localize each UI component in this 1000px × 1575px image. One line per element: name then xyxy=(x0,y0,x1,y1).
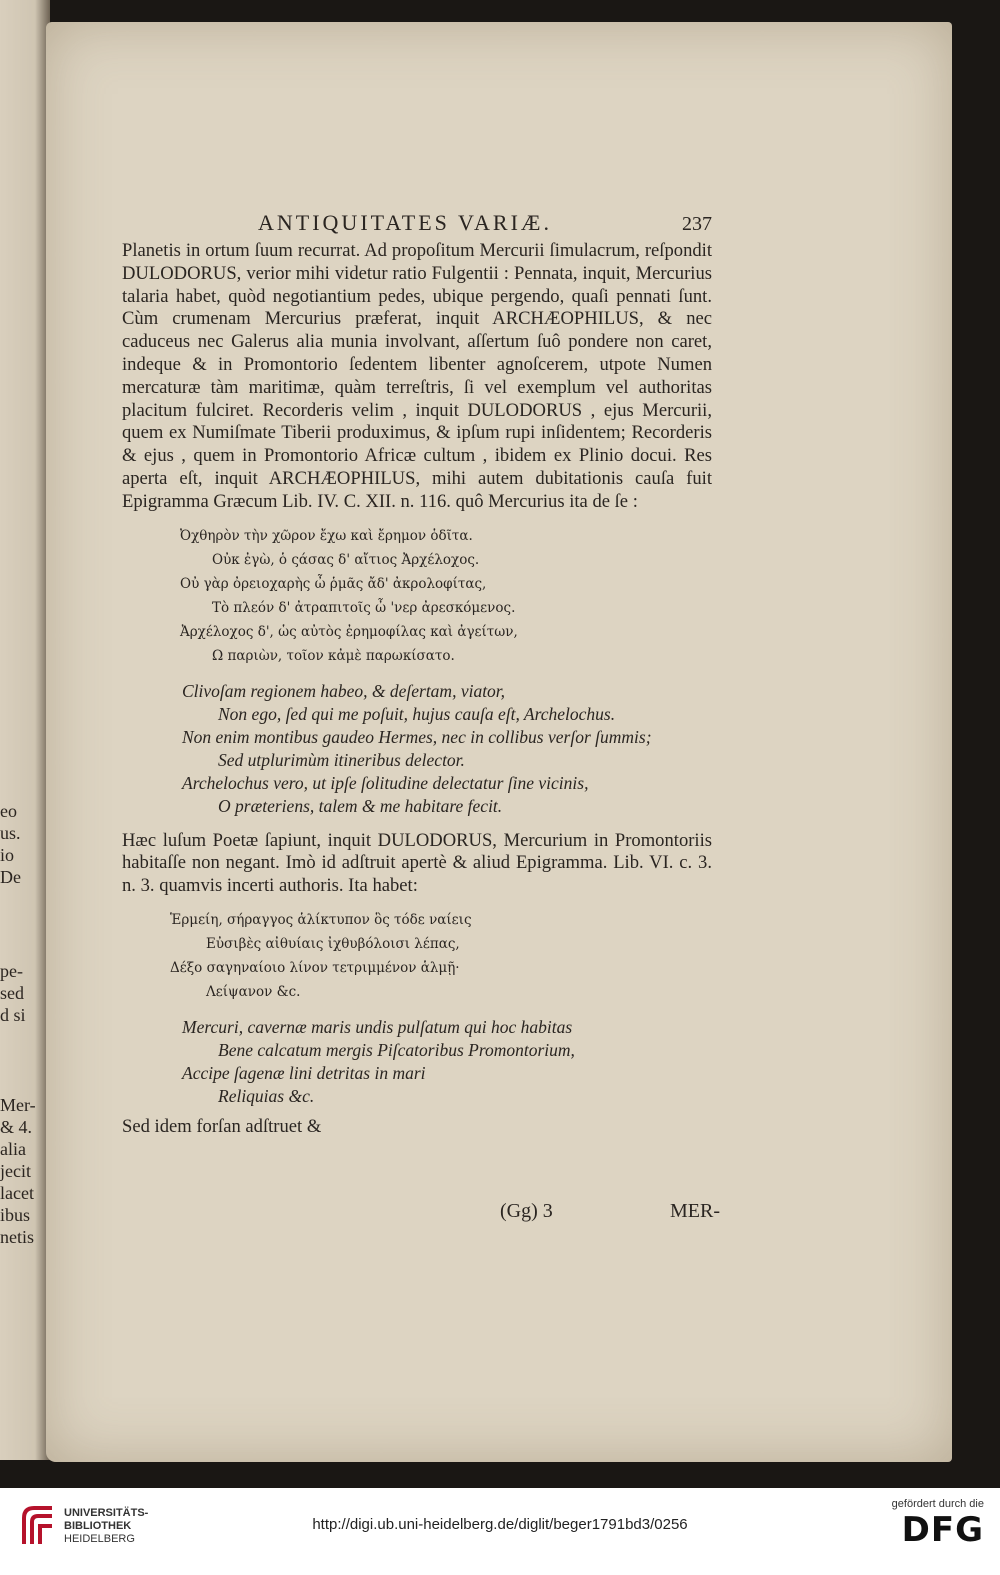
margin-fragment: pe- xyxy=(0,961,23,981)
margin-fragment: io xyxy=(0,845,15,865)
margin-fragment: & 4. xyxy=(0,1117,33,1137)
verse-line: Sed utplurimùm itineribus delector. xyxy=(218,749,465,770)
page-header xyxy=(122,210,712,236)
viewer-footer-bar xyxy=(0,1488,1000,1575)
margin-fragment: jecit xyxy=(0,1161,31,1181)
page-number: 237 xyxy=(682,213,712,235)
permalink-url[interactable]: http://digi.ub.uni-heidelberg.de/diglit/beger1791bd3/0256 xyxy=(312,1516,688,1533)
library-name-line: HEIDELBERG xyxy=(64,1532,135,1545)
sponsor-block xyxy=(892,1498,984,1550)
verse-line: Non enim montibus gaudeo Hermes, nec in collibus verſor ſummis; xyxy=(182,726,652,747)
dfg-logo[interactable]: DFG xyxy=(901,1510,984,1550)
verse-line: Δέξο σαγηναίοιο λίνον τετριμμένον ἁλμῇ· xyxy=(170,959,460,976)
latin-translation xyxy=(122,1016,712,1108)
page-content xyxy=(122,210,712,1157)
library-name-line: BIBLIOTHEK xyxy=(64,1519,132,1532)
page-footer xyxy=(500,1200,720,1223)
catchword: MER- xyxy=(670,1200,720,1222)
verse-line: Non ego, ſed qui me poſuit, hujus cauſa eſt, Archelochus. xyxy=(218,703,616,724)
margin-fragment: d si xyxy=(0,1005,26,1025)
greek-epigram xyxy=(122,908,712,1004)
body-paragraph: Planetis in ortum ſuum recurrat. Ad propoſitum Mercurii ſimulacrum, reſpondit DULODORUS, verior mihi videtur ratio Fulgentii : Pennata, inquit, Mercurius talaria habet, quòd negotiantium pedes, ubique pergendo, quaſi pennati ſunt. Cùm crumenam Mercurius præferat, inquit ARCHÆOPHILUS, & nec caduceus nec Galerus alia munia involvant, aſſertum ſuô pondere non caret, indeque & in Promontorio ſedentem libenter agnoſcerem, utpote Numen mercaturæ tàm maritimæ, quàm terreſtris, ſi vel exemplum vel authoritas placitum fulciret. Recorderis velim , inquit DULODORUS , ejus Mercurii, quem ex Numiſmate Tiberii produximus, & ipſum rupi inſidentem; Recorderis & ejus , quem in Promontorio Africæ cultum , ibidem ex Plinio docui. Res aperta eſt, inquit ARCHÆOPHILUS, mihi autem dubitationis cauſa fuit Epigramma Græcum Lib. IV. C. XII. n. 116. quô Mercurius ita de ſe : xyxy=(122,240,712,512)
library-name-line: UNIVERSITÄTS- xyxy=(64,1506,149,1519)
closing-line: Sed idem forſan adſtruet & xyxy=(122,1115,322,1137)
signature-mark: (Gg) 3 xyxy=(500,1200,553,1222)
latin-translation xyxy=(122,680,712,818)
verse-line: Ἑρμείη, σήραγγος ἁλίκτυπον ὃς τόδε ναίεις xyxy=(170,911,472,928)
margin-fragment: ibus xyxy=(0,1205,31,1225)
verse-line: Ὀχθηρὸν τὴν χῶρον ἔχω καὶ ἔρημον ὁδῖτα. xyxy=(180,527,473,544)
verse-line: Archelochus vero, ut ipſe ſolitudine delectatur ſine vicinis, xyxy=(182,772,589,793)
verse-line: Τὸ πλεόν δ' ἀτραπιτοῖς ὦ 'νερ ἀρεσκόμενος. xyxy=(212,599,516,616)
verse-line: Οὐκ ἐγὼ, ὁ ςάσας δ' αἴτιος Ἀρχέλοχος. xyxy=(212,551,480,568)
verse-line: Bene calcatum mergis Piſcatoribus Promontorium, xyxy=(218,1039,575,1060)
verse-line: Accipe ſagenæ lini detritas in mari xyxy=(182,1062,426,1083)
body-paragraph: Hæc luſum Poetæ ſapiunt, inquit DULODORUS, Mercurium in Promontoriis habitaſſe non negant. Imò id adſtruit apertè & aliud Epigramma. Lib. VI. c. 3. n. 3. quamvis incerti authoris. Ita habet: xyxy=(122,829,712,897)
verse-line: Reliquias &c. xyxy=(218,1085,315,1106)
previous-page-edge xyxy=(0,0,50,1460)
running-title: ANTIQUITATES VARIÆ. xyxy=(258,210,552,235)
verse-line: Λείψανον &c. xyxy=(206,983,301,1000)
verse-line: Εὐσιβὲς αἰθυίαις ἰχθυβόλοισι λέπας, xyxy=(206,935,460,952)
margin-fragment: sed xyxy=(0,983,24,1003)
margin-fragment: netis xyxy=(0,1227,34,1247)
verse-line: Ω παριὼν, τοῖον κἀμὲ παρωκίσατο. xyxy=(212,647,455,664)
margin-fragment: us. xyxy=(0,823,21,843)
verse-line: Mercuri, cavernæ maris undis pulſatum qui hoc habitas xyxy=(182,1016,573,1037)
sponsor-text: gefördert durch die xyxy=(891,1498,984,1510)
margin-fragment: De xyxy=(0,867,21,887)
margin-fragment: alia xyxy=(0,1139,26,1159)
verse-line: O præteriens, talem & me habitare fecit. xyxy=(218,795,503,816)
verse-line: Οὐ γὰρ ὀρειοχαρὴς ὦ ῥμᾶς ἄδ' ἀκρολοφίτας, xyxy=(180,575,487,592)
greek-epigram xyxy=(122,524,712,668)
margin-fragment: lacet xyxy=(0,1183,34,1203)
margin-fragment: Mer- xyxy=(0,1095,36,1115)
verse-line: Ἀρχέλοχος δ', ὡς αὐτὸς ἐρημοφίλας καὶ ἀγείτων, xyxy=(180,623,518,640)
verse-line: Clivoſam regionem habeo, & deſertam, viator, xyxy=(182,680,506,701)
margin-fragment: eo xyxy=(0,801,17,821)
